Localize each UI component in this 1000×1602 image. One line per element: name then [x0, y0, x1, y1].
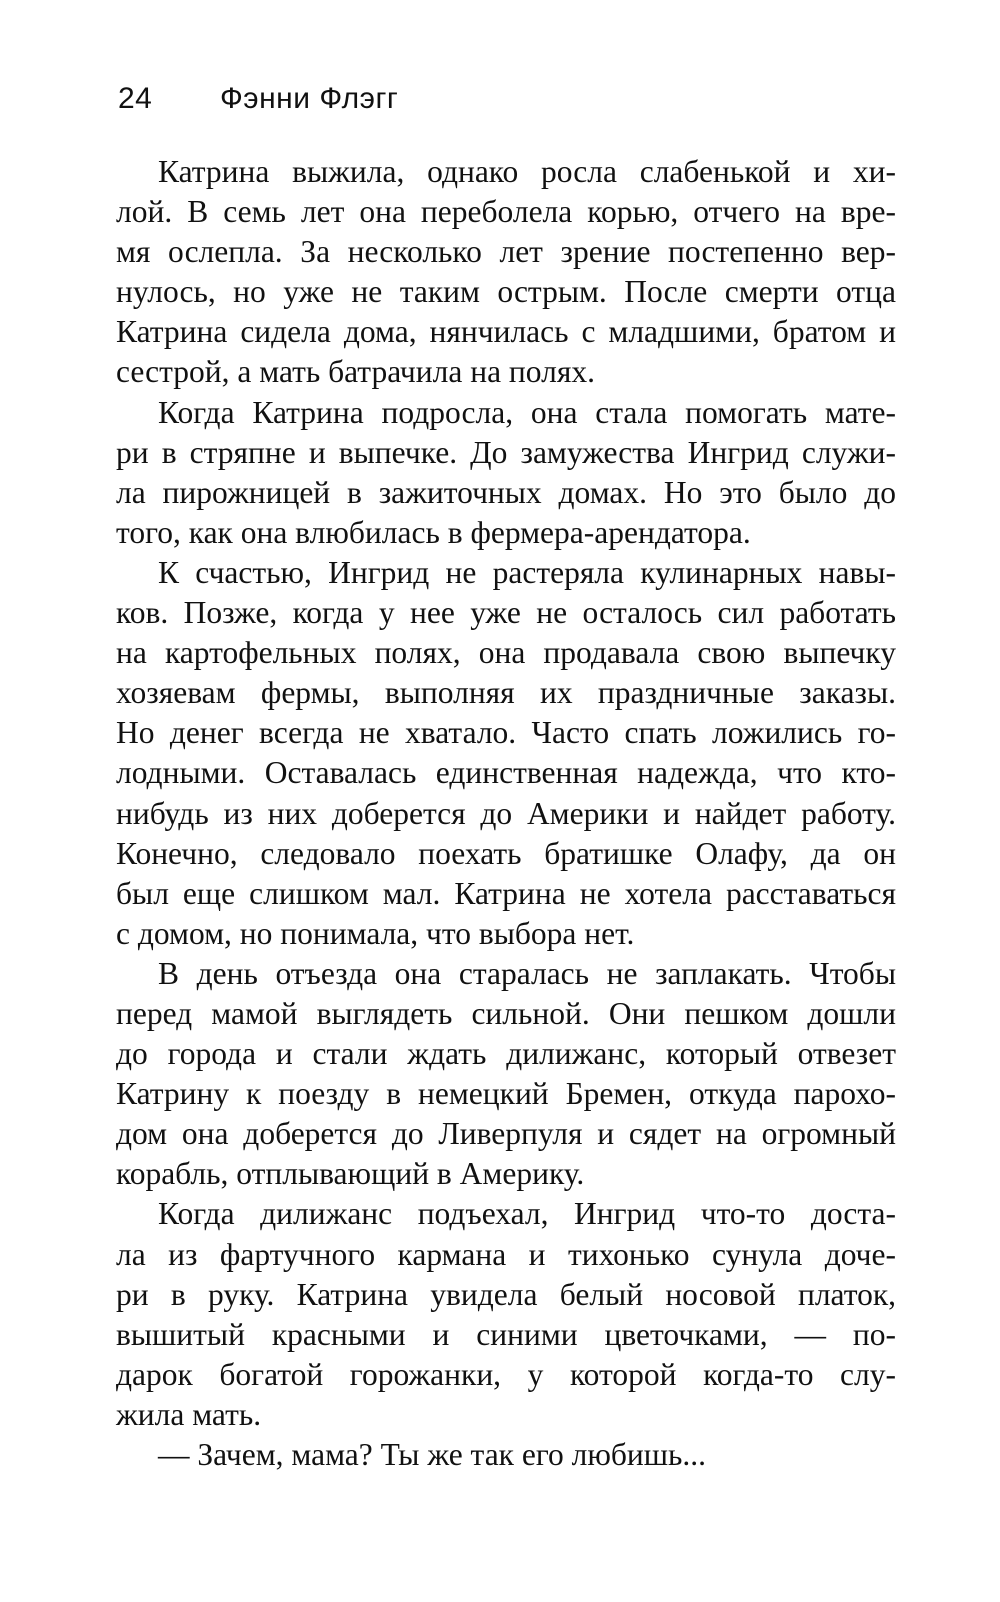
- text-line: Но денег всегда не хватало. Часто спать ложились го-: [116, 715, 896, 751]
- paragraph: [116, 1435, 896, 1475]
- paragraph: [116, 1194, 896, 1435]
- text-line: с домом, но понимала, что выбора нет.: [116, 915, 635, 951]
- text-line: корабль, отплывающий в Америку.: [116, 1156, 585, 1192]
- text-line: ла из фартучного кармана и тихонько сунула доче-: [116, 1236, 896, 1272]
- paragraph: [116, 393, 896, 553]
- text-line: Когда дилижанс подъехал, Ингрид что-то доста-: [158, 1196, 896, 1232]
- text-line: Конечно, следовало поехать братишке Олафу, да он: [116, 835, 896, 871]
- text-line: на картофельных полях, она продавала свою выпечку: [116, 635, 896, 671]
- paragraph: [116, 152, 896, 393]
- text-line: нибудь из них доберется до Америки и найдет работу.: [116, 795, 896, 831]
- text-line: того, как она влюбилась в фермера-арендатора.: [116, 514, 751, 550]
- text-line: ри в стряпне и выпечке. До замужества Ингрид служи-: [116, 434, 896, 470]
- paragraph: [116, 553, 896, 954]
- text-line: Когда Катрина подросла, она стала помогать мате-: [158, 394, 896, 430]
- text-line: Катрина выжила, однако росла слабенькой и хи-: [158, 154, 896, 189]
- text-line: Катрину к поезду в немецкий Бремен, откуда парохо-: [116, 1076, 896, 1112]
- text-line: сестрой, а мать батрачила на полях.: [116, 354, 595, 390]
- text-line: лодными. Оставалась единственная надежда, что кто-: [116, 755, 896, 791]
- text-line: В день отъезда она старалась не заплакать. Чтобы: [158, 955, 896, 991]
- text-line: нулось, но уже не таким острым. После смерти отца: [116, 274, 896, 310]
- text-line: до города и стали ждать дилижанс, который отвезет: [116, 1036, 896, 1072]
- text-line: жила мать.: [116, 1396, 262, 1432]
- body-text: [116, 152, 896, 1475]
- text-line: вышитый красными и синими цветочками, — по-: [116, 1316, 896, 1352]
- text-line: ков. Позже, когда у нее уже не осталось сил работать: [116, 595, 896, 631]
- text-line: перед мамой выглядеть сильной. Они пешком дошли: [116, 995, 896, 1031]
- text-line: дарок богатой горожанки, у которой когда-то слу-: [116, 1356, 896, 1392]
- text-line: — Зачем, мама? Ты же так его любишь...: [158, 1437, 706, 1472]
- text-line: мя ослепла. За несколько лет зрение постепенно вер-: [116, 234, 896, 270]
- text-line: лой. В семь лет она переболела корью, отчего на вре-: [116, 194, 896, 230]
- text-line: хозяевам фермы, выполняя их праздничные заказы.: [116, 675, 896, 711]
- text-line: ри в руку. Катрина увидела белый носовой платок,: [116, 1276, 896, 1312]
- paragraph: [116, 954, 896, 1195]
- running-head-author: Фэнни Флэгг: [220, 82, 399, 115]
- text-line: был еще слишком мал. Катрина не хотела расставаться: [116, 875, 896, 911]
- page-number: 24: [118, 82, 153, 115]
- text-line: дом она доберется до Ливерпуля и сядет на огромный: [116, 1116, 896, 1152]
- text-line: ла пирожницей в зажиточных домах. Но это было до: [116, 474, 896, 510]
- text-line: Катрина сидела дома, нянчилась с младшими, братом и: [116, 314, 896, 350]
- text-line: К счастью, Ингрид не растеряла кулинарных навы-: [158, 554, 896, 590]
- running-head: [118, 82, 398, 116]
